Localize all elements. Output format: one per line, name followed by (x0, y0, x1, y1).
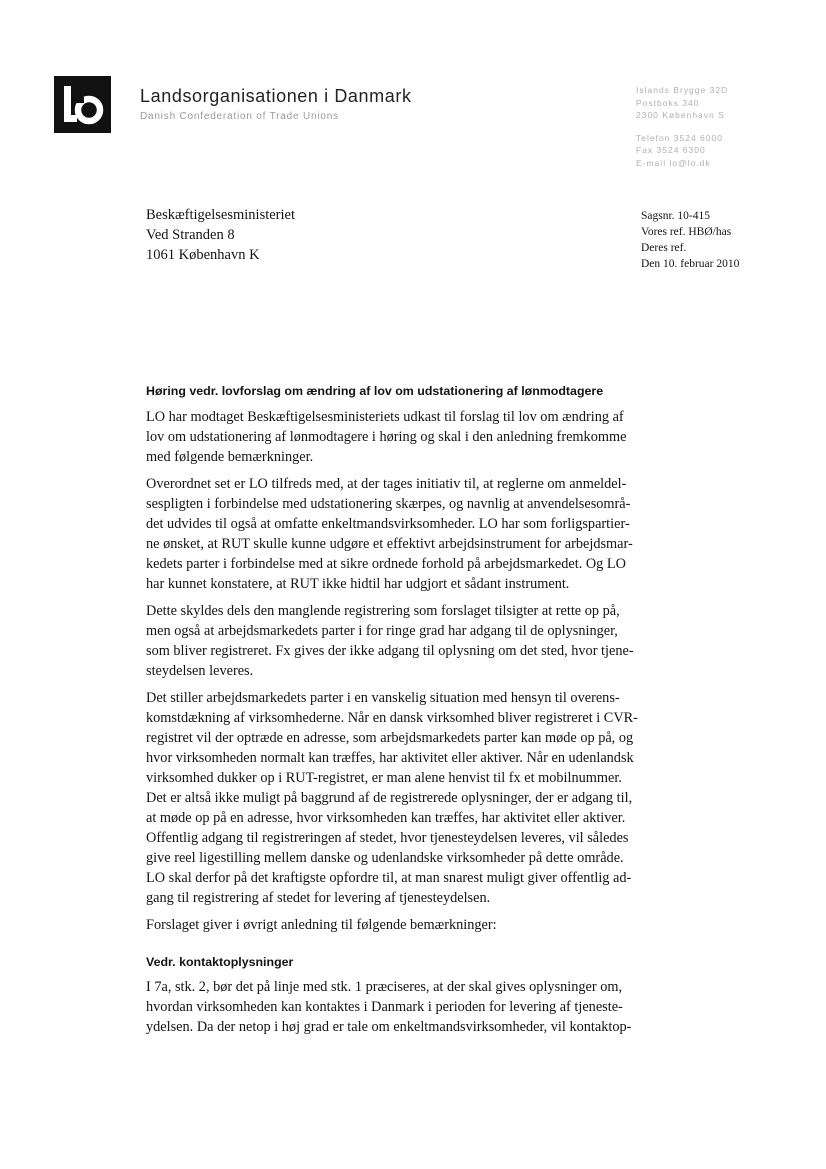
org-name: Landsorganisationen i Danmark (140, 86, 412, 106)
paragraph (146, 601, 686, 681)
our-reference: Vores ref. HBØ/has (641, 226, 732, 238)
recipient-line: 1061 København K (146, 247, 260, 263)
paragraph-line: komstdækning af virksomhederne. Når en dansk virksomhed bliver registreret i CVR- (146, 710, 638, 726)
letter-body (146, 384, 686, 1044)
contact-email: E-mail lo@lo.dk (636, 157, 711, 168)
letter-date: Den 10. februar 2010 (641, 258, 740, 270)
paragraph-line: ne ønsket, at RUT skulle kunne udgøre et effektivt arbejdsinstrument for arbejdsmar- (146, 536, 633, 552)
paragraph-line: at møde op på en adresse, hvor virksomheden kan træffes, har aktivitet eller aktiver. (146, 810, 626, 826)
address-line: Islands Brygge 32D (636, 85, 729, 95)
paragraph-line: gang til registrering af stedet for levering af tjenesteydelsen. (146, 890, 491, 906)
letterhead-contact-block (636, 84, 766, 169)
paragraph-line: Dette skyldes dels den manglende registrering som forslaget tilsigter at rette op på, (146, 603, 620, 619)
paragraph-line: Offentlig adgang til registreringen af stedet, hvor tjenesteydelsen leveres, vil således (146, 830, 629, 846)
paragraph-line: hvor virksomheden normalt kan træffes, har aktivitet eller aktiver. Når en udenlandsk (146, 750, 634, 766)
reference-block (641, 208, 739, 272)
lo-logo-icon (54, 76, 111, 133)
section-heading: Vedr. kontaktoplysninger (146, 955, 294, 969)
paragraph-line: kedets parter i forbindelse med at sikre ordnede forhold på arbejdsmarkedet. Og LO (146, 556, 626, 572)
org-subtitle: Danish Confederation of Trade Unions (140, 111, 339, 122)
paragraph-line: Overordnet set er LO tilfreds med, at der tages initiativ til, at reglerne om anmeldel- (146, 476, 627, 492)
paragraph-line: lov om udstationering af lønmodtagere i høring og skal i den anledning fremkomme (146, 429, 627, 445)
letter-heading: Høring vedr. lovforslag om ændring af lov om udstationering af lønmodtagere (146, 384, 604, 398)
your-reference: Deres ref. (641, 242, 687, 254)
paragraph-line: men også at arbejdsmarkedets parter i for ringe grad har adgang til de oplysninger, (146, 623, 618, 639)
paragraph-line: hvordan virksomheden kan kontaktes i Danmark i perioden for levering af tjeneste- (146, 999, 623, 1015)
case-number: Sagsnr. 10-415 (641, 210, 710, 222)
paragraph (146, 977, 686, 1037)
paragraph-line: ydelsen. Da der netop i høj grad er tale om enkeltmandsvirksomheder, vil kontaktop- (146, 1019, 632, 1035)
paragraph-line: virksomhed dukker op i RUT-registret, er man alene henvist til fx et mobilnummer. (146, 770, 622, 786)
paragraph-line: det udvides til også at omfatte enkeltmandsvirksomheder. LO har som forligspartier- (146, 516, 630, 532)
paragraph-line: registret vil der optræde en adresse, som arbejdsmarkedets parter kan møde op på, og (146, 730, 634, 746)
address-line: Postboks 340 (636, 97, 700, 108)
contact-fax: Fax 3524 6300 (636, 145, 706, 155)
paragraph (146, 915, 686, 935)
paragraph-line: med følgende bemærkninger. (146, 449, 314, 465)
address-line: 2300 København S (636, 110, 725, 120)
contact-phone: Telefon 3524 6000 (636, 132, 723, 143)
paragraph-line: Forslaget giver i øvrigt anledning til følgende bemærkninger: (146, 917, 497, 933)
paragraph-line: I 7a, stk. 2, bør det på linje med stk. 1 præciseres, at der skal gives oplysninger om, (146, 979, 623, 995)
paragraph-line: steydelsen leveres. (146, 663, 254, 679)
paragraph-line: sespligten i forbindelse med udstationering skærpes, og navnlig at anvendelsesområ- (146, 496, 631, 512)
paragraph-line: give reel ligestilling mellem danske og udenlandske virksomheder på dette område. (146, 850, 624, 866)
recipient-address (146, 205, 295, 265)
paragraph (146, 407, 686, 467)
paragraph (146, 688, 686, 908)
lo-logo-glyph-icon (59, 83, 107, 127)
paragraph (146, 474, 686, 594)
paragraph-line: Det er altså ikke muligt på baggrund af de registrerede oplysninger, der er adgang til, (146, 790, 633, 806)
recipient-line: Ved Stranden 8 (146, 227, 235, 243)
paragraph-line: har kunnet konstatere, at RUT ikke hidtil har udgjort et sådant instrument. (146, 576, 570, 592)
recipient-line: Beskæftigelsesministeriet (146, 207, 296, 223)
paragraph-line: som bliver registreret. Fx gives der ikke adgang til oplysning om det sted, hvor tjene- (146, 643, 634, 659)
paragraph-line: LO har modtaget Beskæftigelsesministeriets udkast til forslag til lov om ændring af (146, 409, 624, 425)
paragraph-line: Det stiller arbejdsmarkedets parter i en vanskelig situation med hensyn til overens- (146, 690, 620, 706)
paragraph-line: LO skal derfor på det kraftigste opfordre til, at man snarest muligt giver offentlig ad- (146, 870, 632, 886)
